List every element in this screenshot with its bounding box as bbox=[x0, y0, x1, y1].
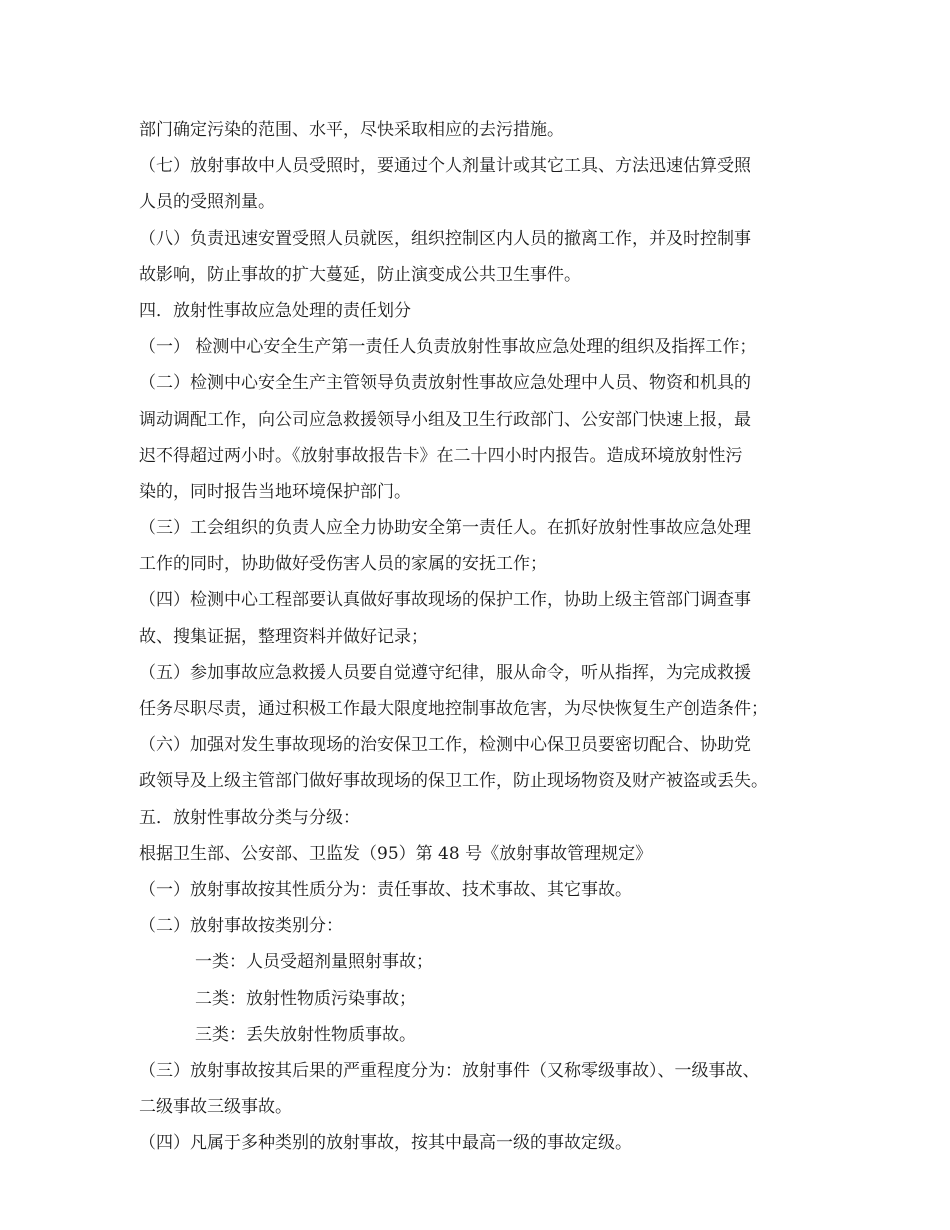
document-body bbox=[139, 112, 829, 1161]
list-item: 一类：人员受超剂量照射事故； bbox=[195, 952, 433, 973]
body-line: 人员的受照剂量。 bbox=[139, 192, 275, 213]
body-line: 迟不得超过两小时。《放射事故报告卡》在二十四小时内报告。造成环境放射性污 bbox=[139, 445, 743, 466]
body-line: 任务尽职尽责，通过积极工作最大限度地控制事故危害，为尽快恢复生产创造条件； bbox=[139, 699, 768, 719]
body-line: （四）凡属于多种类别的放射事故，按其中最高一级的事故定级。 bbox=[139, 1133, 632, 1154]
body-line: （一） 检测中心安全生产第一责任人负责放射性事故应急处理的组织及指挥工作； bbox=[139, 337, 757, 358]
list-item: 三类：丢失放射性物质事故。 bbox=[195, 1024, 416, 1045]
body-line: （五）参加事故应急救援人员要自觉遵守纪律，服从命令，听从指挥，为完成救援 bbox=[139, 662, 751, 683]
body-line: （八）负责迅速安置受照人员就医，组织控制区内人员的撤离工作，并及时控制事 bbox=[139, 228, 751, 249]
body-line: 调动调配工作，向公司应急救援领导小组及卫生行政部门、公安部门快速上报，最 bbox=[139, 409, 751, 430]
body-line: （三）工会组织的负责人应全力协助安全第一责任人。在抓好放射性事故应急处理 bbox=[139, 518, 751, 539]
body-line: 部门确定污染的范围、水平，尽快采取相应的去污措施。 bbox=[139, 120, 564, 140]
body-line: （二）放射事故按类别分： bbox=[139, 916, 343, 937]
section-heading: 五．放射性事故分类与分级： bbox=[139, 807, 360, 828]
body-line: （二）检测中心安全生产主管领导负责放射性事故应急处理中人员、物资和机具的 bbox=[139, 373, 751, 394]
body-line: 工作的同时，协助做好受伤害人员的家属的安抚工作； bbox=[139, 554, 547, 575]
body-line: （七）放射事故中人员受照时，要通过个人剂量计或其它工具、方法迅速估算受照 bbox=[139, 156, 751, 177]
body-line: 根据卫生部、公安部、卫监发（95）第 48 号《放射事故管理规定》 bbox=[139, 843, 653, 864]
body-line: 故影响，防止事故的扩大蔓延，防止演变成公共卫生事件。 bbox=[139, 264, 581, 285]
body-line: （一）放射事故按其性质分为：责任事故、技术事故、其它事故。 bbox=[139, 879, 632, 900]
body-line: （六）加强对发生事故现场的治安保卫工作，检测中心保卫员要密切配合、协助党 bbox=[139, 735, 751, 756]
body-line: （四）检测中心工程部要认真做好事故现场的保护工作，协助上级主管部门调查事 bbox=[139, 590, 751, 611]
body-line: 故、搜集证据，整理资料并做好记录； bbox=[139, 626, 428, 647]
section-heading: 四．放射性事故应急处理的责任划分 bbox=[139, 300, 411, 321]
body-line: 染的，同时报告当地环境保护部门。 bbox=[139, 481, 411, 502]
list-item: 二类：放射性物质污染事故； bbox=[195, 988, 416, 1009]
body-line: 二级事故三级事故。 bbox=[139, 1097, 292, 1118]
body-line: （三）放射事故按其后果的严重程度分为：放射事件（又称零级事故）、一级事故、 bbox=[139, 1060, 760, 1081]
body-line: 政领导及上级主管部门做好事故现场的保卫工作，防止现场物资及财产被盗或丢失。 bbox=[139, 771, 768, 792]
